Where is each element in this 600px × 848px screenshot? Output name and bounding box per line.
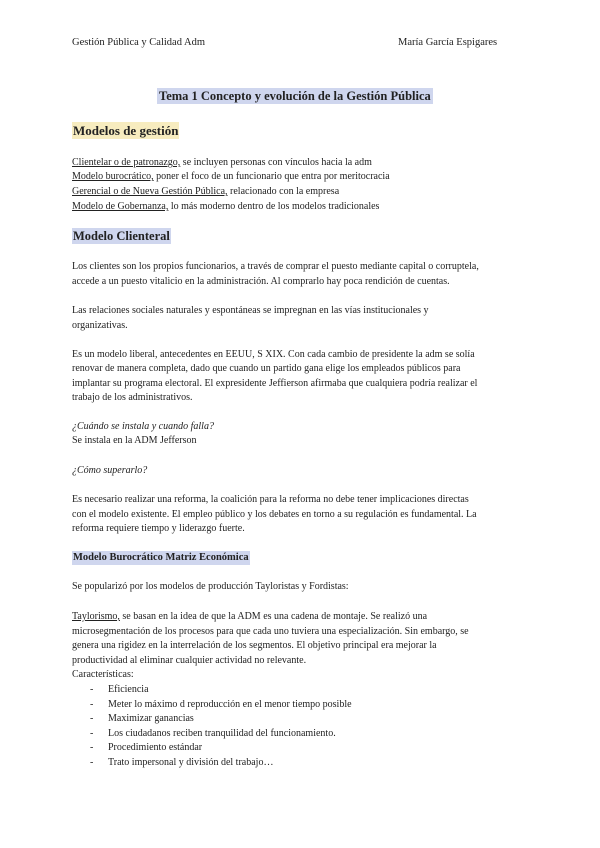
section-heading-burocratico: Modelo Burocrático Matriz Económica bbox=[73, 552, 249, 563]
header-right: María García Espigares bbox=[398, 37, 498, 48]
model-desc: poner el foco de un funcionario que entra por meritocracia bbox=[153, 171, 390, 182]
model-term: Clientelar o de patronazgo, bbox=[72, 157, 181, 168]
paragraph-line: implantar su programa electoral. El expresidente Jeffierson afirmaba que cualquiera podría realizar el bbox=[72, 378, 478, 389]
paragraph-line: con el modelo existente. El empleo público y los debates en torno a su regulación es fundamental. La bbox=[72, 509, 477, 520]
bullet-item: Meter lo máximo d reproducción en el menor tiempo posible bbox=[108, 699, 352, 710]
bullet-item: Los ciudadanos reciben tranquilidad del funcionamiento. bbox=[108, 728, 336, 739]
model-desc: se incluyen personas con vínculos hacia la adm bbox=[180, 157, 372, 168]
model-desc: lo más moderno dentro de los modelos tradicionales bbox=[168, 201, 380, 212]
paragraph-line: Es un modelo liberal, antecedentes en EEUU, S XIX. Con cada cambio de presidente la adm se solía bbox=[72, 349, 475, 360]
bullet-dash: - bbox=[90, 757, 94, 768]
model-item bbox=[72, 185, 339, 198]
question-line: ¿Cómo superarlo? bbox=[72, 465, 148, 476]
bullet-dash: - bbox=[90, 742, 94, 753]
taylor-text: se basan en la idea de que la ADM es una cadena de montaje. Se realizó una bbox=[119, 611, 428, 622]
paragraph-line: genera una rigidez en la interrelación de los segmentos. El objetivo principal era mejorar la bbox=[72, 640, 437, 651]
paragraph-line: Se popularizó por los modelos de producción Tayloristas y Fordistas: bbox=[72, 581, 349, 592]
bullet-dash: - bbox=[90, 684, 94, 695]
characteristics-label: Características: bbox=[72, 669, 134, 680]
header-left: Gestión Pública y Calidad Adm bbox=[72, 37, 205, 48]
paragraph-line bbox=[72, 610, 427, 623]
paragraph-line: organizativas. bbox=[72, 320, 128, 331]
paragraph-line: renovar de manera completa, dado que cuando un partido gana elige los empleados públicos para bbox=[72, 363, 461, 374]
document-title: Tema 1 Concepto y evolución de la Gestión Pública bbox=[159, 89, 431, 103]
model-item bbox=[72, 200, 379, 213]
bullet-item: Procedimiento estándar bbox=[108, 742, 203, 753]
paragraph-line: productividad al eliminar cualquier actividad no relevante. bbox=[72, 655, 307, 666]
section-heading-clienteral: Modelo Clienteral bbox=[73, 229, 170, 243]
paragraph-line: reforma requiere tiempo y liderazgo fuerte. bbox=[72, 523, 245, 534]
paragraph-line: microsegmentación de los procesos para que cada uno tuviera una especialización. Sin embargo, se bbox=[72, 626, 469, 637]
section-heading-models: Modelos de gestión bbox=[73, 123, 179, 138]
model-term: Modelo burocrático, bbox=[72, 171, 154, 182]
taylor-term: Taylorismo, bbox=[72, 611, 120, 622]
question-line: ¿Cuándo se instala y cuando falla? bbox=[72, 421, 214, 432]
bullet-item: Trato impersonal y división del trabajo… bbox=[108, 757, 274, 768]
model-item bbox=[72, 156, 372, 169]
bullet-dash: - bbox=[90, 699, 94, 710]
bullet-dash: - bbox=[90, 728, 94, 739]
answer-line: Se instala en la ADM Jefferson bbox=[72, 435, 197, 446]
model-desc: relacionado con la empresa bbox=[227, 186, 340, 197]
model-term: Gerencial o de Nueva Gestión Pública, bbox=[72, 186, 228, 197]
paragraph-line: Es necesario realizar una reforma, la coalición para la reforma no debe tener implicaciones directas bbox=[72, 494, 469, 505]
bullet-item: Eficiencia bbox=[108, 684, 149, 695]
paragraph-line: Los clientes son los propios funcionarios, a través de comprar el puesto mediante capital o corruptela, bbox=[72, 261, 479, 272]
paragraph-line: accede a un puesto vitalicio en la administración. Al comprarlo hay poca rendición de cuentas. bbox=[72, 276, 450, 287]
paragraph-line: Las relaciones sociales naturales y espontáneas se impregnan en las vías institucionales y bbox=[72, 305, 429, 316]
model-item bbox=[72, 170, 390, 183]
bullet-item: Maximizar ganancias bbox=[108, 713, 194, 724]
paragraph-line: trabajo de los administrativos. bbox=[72, 392, 193, 403]
model-term: Modelo de Gobernanza, bbox=[72, 201, 169, 212]
bullet-dash: - bbox=[90, 713, 94, 724]
